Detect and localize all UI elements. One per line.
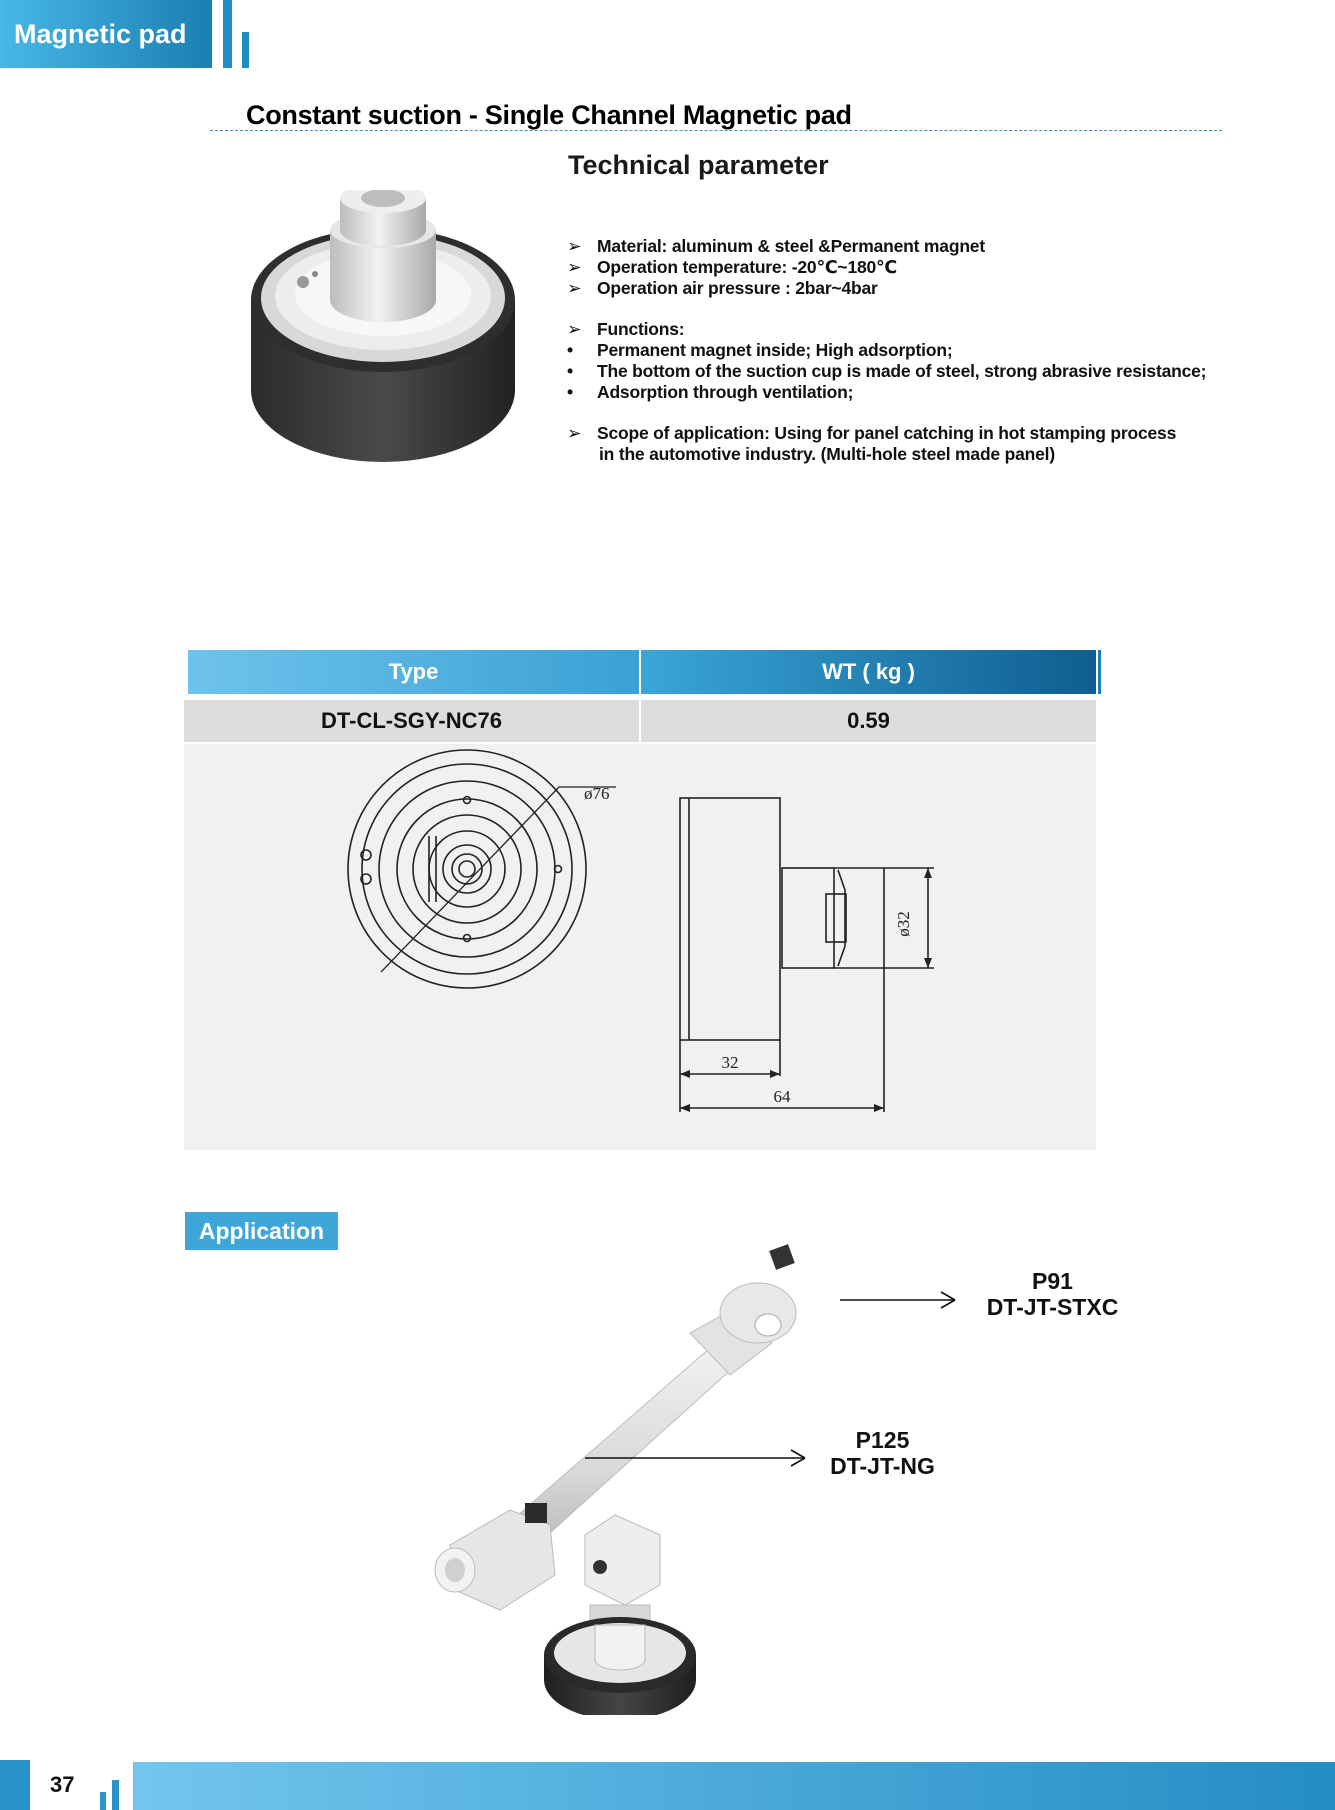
section-tab: Magnetic pad — [0, 0, 212, 68]
param-scope — [567, 423, 1267, 444]
param-text: Operation temperature: -20℃~180℃ — [597, 257, 898, 277]
param-functions-title — [567, 319, 1267, 340]
table-cell-weight: 0.59 — [641, 700, 1096, 742]
header-accent-bar-small — [242, 32, 249, 68]
param-text: Material: aluminum & steel &Permanent magnet — [597, 236, 985, 256]
arrow-bullet-icon: ➢ — [567, 423, 582, 443]
title-divider — [210, 130, 1222, 131]
arrow-bullet-icon: ➢ — [567, 278, 582, 298]
length-dimension-label: 64 — [773, 1087, 791, 1106]
technical-drawing — [184, 744, 1096, 1150]
arrow-bullet-icon: ➢ — [567, 236, 582, 256]
dot-bullet-icon: • — [567, 361, 573, 381]
param-text: Scope of application: Using for panel catching in hot stamping process — [597, 423, 1177, 443]
table-header-edge — [1098, 650, 1101, 694]
callout-code: P125 — [855, 1427, 910, 1453]
header-accent-bar — [223, 0, 232, 68]
section-subtitle: Technical parameter — [568, 150, 829, 180]
param-text: Operation air pressure : 2bar~4bar — [597, 278, 878, 298]
width-dimension-label: 32 — [721, 1053, 739, 1072]
callout-name: DT-JT-STXC — [986, 1294, 1119, 1320]
table-header-type: Type — [188, 650, 639, 694]
application-tag: Application — [185, 1212, 338, 1250]
param-scope-continued: in the automotive industry. (Multi-hole steel made panel) — [599, 444, 1055, 464]
param-text: The bottom of the suction cup is made of steel, strong abrasive resistance; — [597, 361, 1207, 381]
footer-band — [133, 1762, 1335, 1810]
callout-p125 — [805, 1427, 960, 1479]
param-text: Functions: — [597, 319, 685, 339]
param-text: Adsorption through ventilation; — [597, 382, 854, 402]
shaft-diameter-label: ø32 — [894, 911, 913, 937]
callout-name: DT-JT-NG — [830, 1453, 935, 1479]
footer-accent-bar — [0, 1760, 30, 1810]
table-header-weight: WT ( kg ) — [641, 650, 1096, 694]
footer-accent-bar-small — [112, 1780, 119, 1810]
param-material — [567, 236, 1267, 257]
dot-bullet-icon: • — [567, 340, 573, 360]
diameter-label: ø76 — [584, 784, 610, 803]
footer-accent-bar-small — [100, 1792, 106, 1810]
page-title: Constant suction - Single Channel Magnetic pad — [246, 100, 852, 130]
function-item — [567, 382, 1267, 403]
function-item — [567, 340, 1267, 361]
callout-p91 — [965, 1268, 1140, 1320]
magnetic-pad-product-image — [245, 190, 525, 480]
arrow-bullet-icon: ➢ — [567, 319, 582, 339]
param-pressure — [567, 278, 1267, 299]
param-text: Permanent magnet inside; High adsorption; — [597, 340, 953, 360]
arrow-bullet-icon: ➢ — [567, 257, 582, 277]
callout-code: P91 — [1032, 1268, 1073, 1294]
table-cell-type: DT-CL-SGY-NC76 — [184, 700, 639, 742]
param-temperature — [567, 257, 1267, 278]
technical-parameters — [567, 236, 1267, 465]
page-number: 37 — [50, 1772, 75, 1797]
function-item — [567, 361, 1267, 382]
dot-bullet-icon: • — [567, 382, 573, 402]
